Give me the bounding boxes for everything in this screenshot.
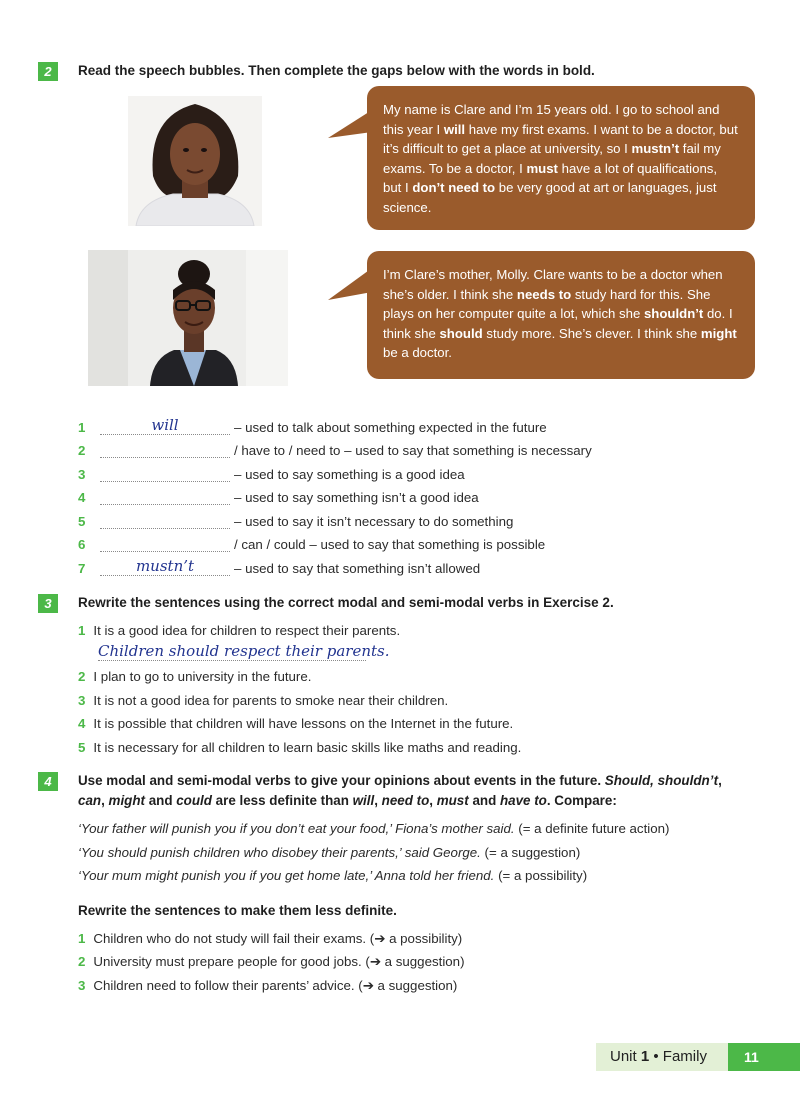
item-number: 3 (78, 693, 86, 708)
emphasized-word: have to (499, 793, 547, 808)
text-segment: have a lot of qualifications, but I (383, 160, 718, 196)
bubble-2-tail (328, 268, 372, 302)
emphasized-word: need to (381, 793, 430, 808)
emphasized-word: will (352, 793, 375, 808)
list-item (78, 931, 462, 947)
list-item (78, 978, 457, 994)
exercise-4-number: 4 (38, 772, 58, 791)
list-item (78, 954, 465, 970)
list-item (78, 669, 311, 684)
item-text: It is not a good idea for parents to smoke near their children. (93, 693, 449, 708)
gap-number: 4 (78, 490, 86, 505)
text-segment: do. I think she (383, 306, 733, 341)
gap-line[interactable] (100, 481, 230, 482)
molly-speech-bubble (367, 251, 755, 379)
gap-number: 5 (78, 514, 86, 529)
list-item (78, 740, 521, 755)
text-segment: have my first exams. I want to be a doctor, but it’s difficult to get a place at university, so I (383, 121, 738, 157)
text-segment: . Compare: (546, 793, 617, 808)
example-note: (= a suggestion) (480, 845, 581, 860)
item-number: 1 (78, 623, 86, 638)
example-quote: ‘Your father will punish you if you don’t eat your food,’ Fiona’s mother said. (78, 821, 515, 836)
gap-number: 6 (78, 537, 86, 552)
emphasized-word: shouldn’t (643, 306, 704, 322)
exercise-3-heading: Rewrite the sentences using the correct modal and semi-modal verbs in Exercise 2. (78, 595, 614, 610)
unit-prefix: Unit (610, 1048, 641, 1065)
exercise-3-number: 3 (38, 594, 58, 613)
clare-speech-bubble (367, 86, 755, 230)
gap-number: 7 (78, 561, 86, 576)
item-text: University must prepare people for good jobs. (➔ a suggestion) (93, 954, 465, 969)
gap-line[interactable] (100, 504, 230, 505)
emphasized-word: needs to (516, 286, 572, 302)
molly-photo (88, 250, 288, 386)
text-segment: , (374, 793, 382, 808)
exercise-4-heading-line-2 (78, 793, 617, 808)
example-quote: ‘You should punish children who disobey their parents,’ said George. (78, 845, 481, 860)
gap-description: – used to say something isn’t a good idea (234, 490, 479, 505)
item-number: 1 (78, 931, 86, 946)
gap-description: – used to talk about something expected in the future (234, 420, 547, 435)
answer-line[interactable] (98, 660, 366, 661)
gap-handwritten-answer: mustn’t (135, 557, 195, 575)
emphasized-word: should (439, 325, 483, 341)
unit-label (596, 1043, 728, 1071)
item-number: 5 (78, 740, 86, 755)
example-quote: ‘Your mum might punish you if you get home late,’ Anna told her friend. (78, 868, 495, 883)
gap-description: / can / could – used to say that something is possible (234, 537, 546, 552)
exercise-4-heading-line-1 (78, 773, 722, 788)
bubble-1-tail (328, 110, 372, 140)
list-item (78, 693, 448, 708)
example-sentence (78, 868, 587, 883)
gap-line[interactable] (100, 575, 230, 576)
gap-description: / have to / need to – used to say that something is necessary (234, 443, 592, 458)
text-segment: My name is Clare and I’m 15 years old. I go to school and this year I (383, 102, 720, 137)
text-segment: I’m Clare’s mother, Molly. Clare wants to be a doctor when she’s older. I think she (383, 267, 723, 302)
item-number: 2 (78, 954, 86, 969)
heading-text: Use modal and semi-modal verbs to give your opinions about events in the future. (78, 773, 605, 788)
example-note: (= a possibility) (494, 868, 588, 883)
emphasized-word: can (78, 793, 102, 808)
text-segment: be very good at art or languages, just science. (383, 180, 717, 215)
unit-title: Family (662, 1048, 707, 1065)
text-segment: and (144, 793, 177, 808)
text-segment: and (468, 793, 500, 808)
item-number: 4 (78, 716, 86, 731)
list-item (78, 623, 400, 638)
gap-handwritten-answer: will (151, 416, 179, 434)
text-segment: are less definite than (211, 793, 353, 808)
exercise-4-subheading: Rewrite the sentences to make them less definite. (78, 903, 397, 918)
item-text: It is necessary for all children to learn basic skills like maths and reading. (93, 740, 522, 755)
heading-text: , (718, 773, 722, 788)
text-segment: fail my exams. To be a doctor, I (383, 141, 721, 176)
page-number: 11 (728, 1043, 800, 1071)
text-segment: , (101, 793, 109, 808)
handwritten-answer: Children should respect their parents. (98, 642, 390, 660)
gap-number: 1 (78, 420, 86, 435)
item-text: It is a good idea for children to respect their parents. (93, 623, 401, 638)
gap-number: 3 (78, 467, 86, 482)
item-text: I plan to go to university in the future. (93, 669, 312, 684)
item-text: Children need to follow their parents’ advice. (➔ a suggestion) (93, 978, 458, 993)
heading-italic: Should, shouldn’t (604, 773, 719, 788)
gap-line[interactable] (100, 457, 230, 458)
emphasized-word: don’t need to (412, 180, 496, 196)
text-segment: be a doctor. (383, 345, 452, 361)
emphasized-word: must (436, 793, 469, 808)
emphasized-word: mustn’t (631, 141, 680, 157)
unit-number: 1 (640, 1048, 650, 1065)
item-number: 2 (78, 669, 86, 684)
emphasized-word: will (443, 121, 466, 137)
text-segment: , (429, 793, 437, 808)
emphasized-word: must (526, 160, 558, 176)
gap-description: – used to say it isn’t necessary to do something (234, 514, 514, 529)
text-segment: study more. She’s clever. I think she (482, 325, 701, 341)
exercise-2-number: 2 (38, 62, 58, 81)
gap-description: – used to say something is a good idea (234, 467, 465, 482)
item-number: 3 (78, 978, 86, 993)
gap-line[interactable] (100, 551, 230, 552)
example-sentence (78, 821, 669, 836)
emphasized-word: might (700, 325, 737, 341)
example-note: (= a definite future action) (514, 821, 670, 836)
unit-separator: • (649, 1048, 663, 1065)
gap-line[interactable] (100, 434, 230, 435)
exercise-2-heading: Read the speech bubbles. Then complete the gaps below with the words in bold. (78, 63, 595, 78)
gap-description: – used to say that something isn’t allowed (234, 561, 481, 576)
item-text: Children who do not study will fail their exams. (➔ a possibility) (93, 931, 463, 946)
example-sentence (78, 845, 580, 860)
text-segment: study hard for this. She plays on her computer quite a lot, which she (383, 286, 711, 322)
list-item (78, 716, 513, 731)
emphasized-word: might (108, 793, 145, 808)
emphasized-word: could (176, 793, 212, 808)
clare-photo (128, 96, 262, 226)
gap-number: 2 (78, 443, 86, 458)
gap-line[interactable] (100, 528, 230, 529)
item-text: It is possible that children will have lessons on the Internet in the future. (93, 716, 514, 731)
